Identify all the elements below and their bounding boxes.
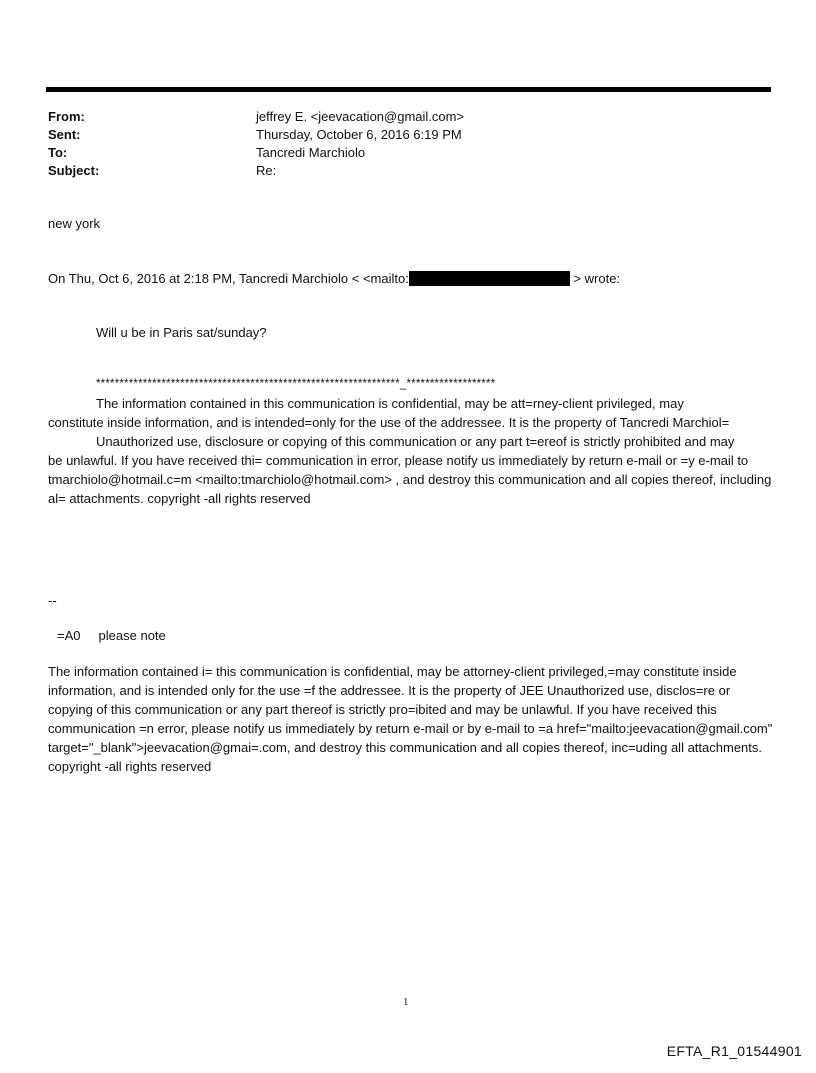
disclaimer1-rest: be unlawful. If you have received thi= communication in error, please notify us immediately by return e-mail or =y e-mail to tmarchiolo@hotmail.c=m <mailto:tmarchiolo@hotmail.com> , and destroy this communication and all copies thereof, including al= attachments. copyright -all rights reserved [48, 453, 772, 506]
bates-number: EFTA_R1_01544901 [666, 1043, 802, 1059]
separator-line: *****************************************************************_******************* [96, 378, 496, 390]
quote-intro [48, 271, 620, 286]
quote-intro-after: > wrote: [573, 271, 621, 286]
signature-dash: -- [48, 593, 57, 608]
from-label: From: [48, 109, 85, 124]
header-rule [46, 87, 771, 92]
disclaimer1-line3: Unauthorized use, disclosure or copying of this communication or any part t=ereof is strictly prohibited and may [96, 434, 735, 449]
from-value: jeffrey E. <jeevacation@gmail.com> [256, 109, 465, 124]
disclaimer1-line1: The information contained in this communication is confidential, may be att=rney-client privileged, may [96, 396, 684, 411]
signature-disclaimer: The information contained i= this communication is confidential, may be attorney-client privileged,=may constitute inside information, and is intended only for the use =f the addressee. It is the property of JEE Unauthorized use, disclos=re or copying of this communication or any part thereof is strictly pro=ibited and may be unlawful. If you have received this communication =n error, please notify us immediately by return e-mail or by e-mail to =a href="mailto:jeevacation@gmail.com" target="_blank">jeevacation@gmai=.com, and destroy this communication and all copies thereof, inc=uding all attachments. copyright -all rights reserved [48, 664, 773, 774]
page-number: 1 [403, 996, 409, 1008]
quoted-disclaimer [48, 394, 776, 508]
redaction-box [409, 271, 570, 286]
sent-value: Thursday, October 6, 2016 6:19 PM [256, 127, 462, 142]
to-value: Tancredi Marchiolo [256, 145, 366, 160]
subject-value: Re: [256, 163, 277, 178]
sent-label: Sent: [48, 127, 81, 142]
subject-label: Subject: [48, 163, 100, 178]
disclaimer1-line2: constitute inside information, and is intended=only for the use of the addressee. It is the property of Tancredi Marchiol= [48, 415, 730, 430]
quoted-message: Will u be in Paris sat/sunday? [96, 325, 267, 340]
to-label: To: [48, 145, 68, 160]
reply-text: new york [48, 216, 101, 231]
signature-note: =A0 please note [57, 628, 166, 643]
quote-intro-before: On Thu, Oct 6, 2016 at 2:18 PM, Tancredi Marchiolo < <mailto: [48, 271, 409, 286]
